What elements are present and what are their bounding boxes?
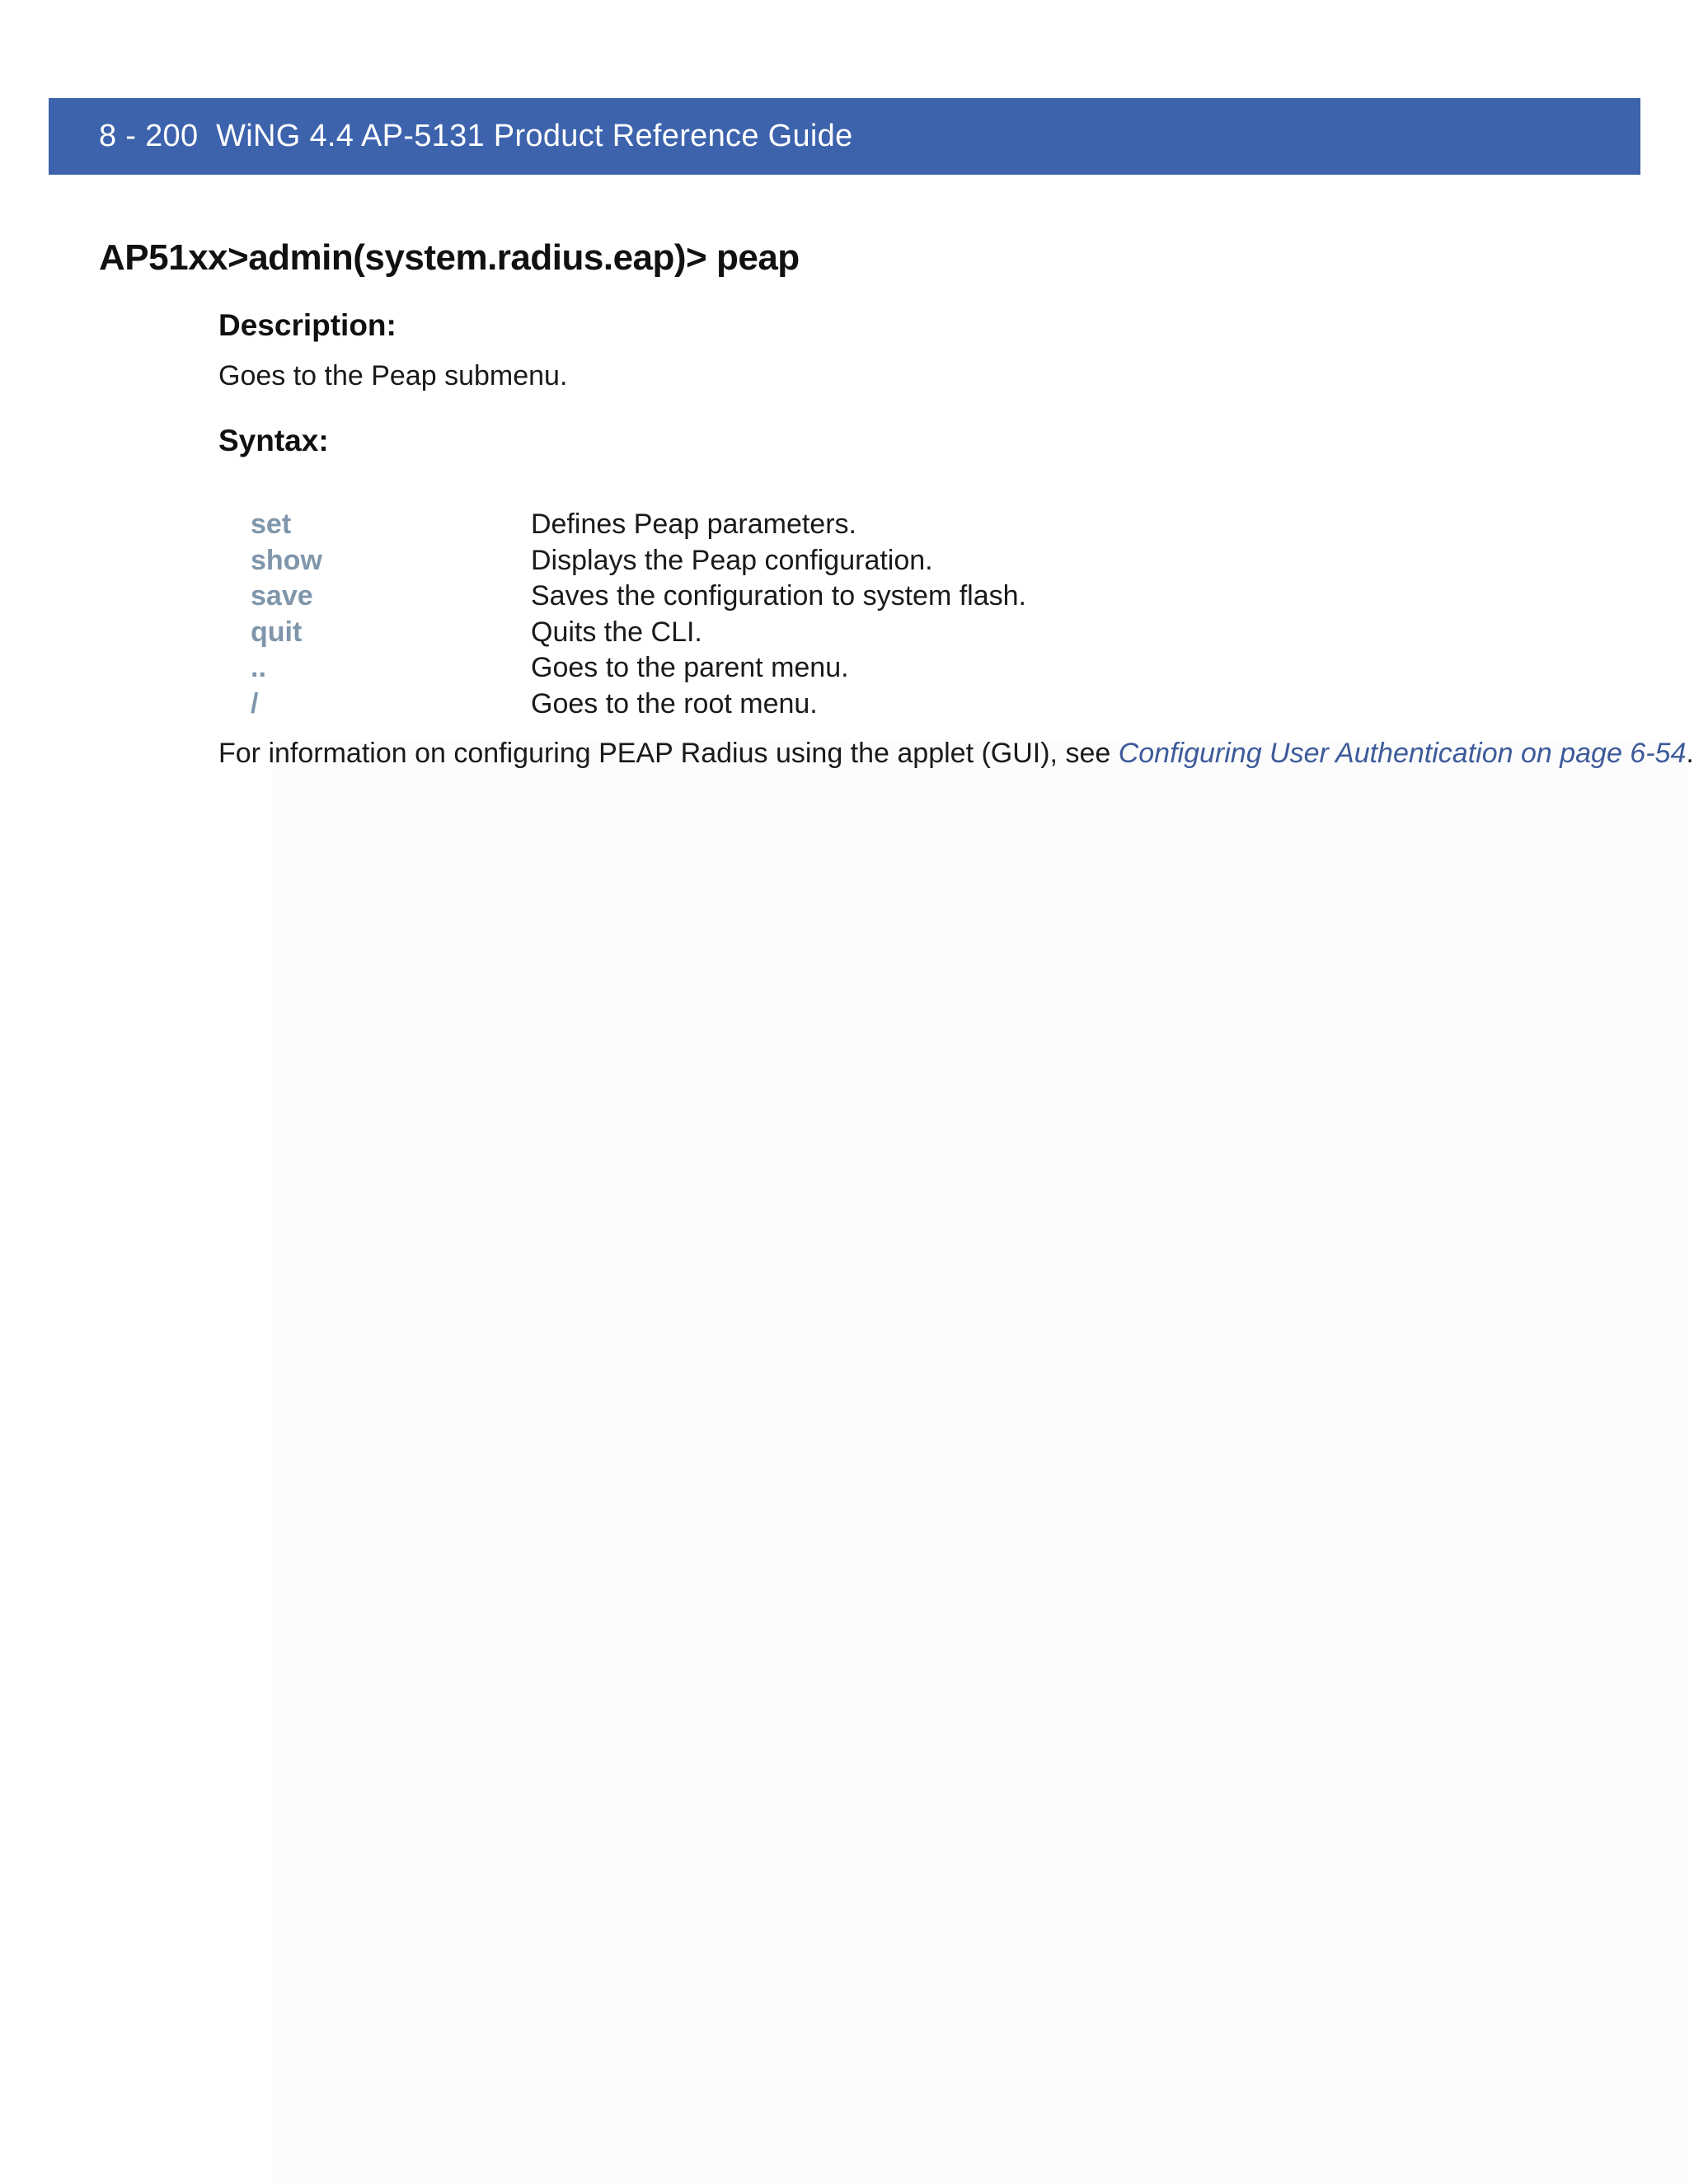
syntax-row <box>251 650 1026 687</box>
syntax-row <box>251 687 1026 723</box>
syntax-command: .. <box>251 652 266 684</box>
description-text: Goes to the Peap submenu. <box>218 360 568 391</box>
syntax-description: Defines Peap parameters. <box>531 509 856 541</box>
syntax-command: show <box>251 544 322 576</box>
page-background <box>272 742 1688 2184</box>
syntax-command: / <box>251 687 259 719</box>
gui-reference-note <box>218 738 1694 770</box>
gui-reference-suffix: . <box>1686 738 1694 769</box>
syntax-description: Saves the configuration to system flash. <box>531 580 1026 612</box>
syntax-command: set <box>251 509 292 541</box>
syntax-row <box>251 579 1026 615</box>
syntax-row <box>251 615 1026 651</box>
page-header-text: 8 - 200 WiNG 4.4 AP-5131 Product Reference Guide <box>99 119 853 153</box>
syntax-command: quit <box>251 616 303 648</box>
syntax-row <box>251 543 1026 579</box>
cross-reference-link[interactable]: Configuring User Authentication on page 6-54 <box>1118 738 1687 769</box>
syntax-description: Quits the CLI. <box>531 616 702 648</box>
page-header-bar <box>49 98 1640 175</box>
syntax-description: Goes to the root menu. <box>531 687 818 719</box>
syntax-description: Goes to the parent menu. <box>531 652 849 684</box>
syntax-table <box>251 507 1026 722</box>
command-heading: AP51xx>admin(system.radius.eap)> peap <box>99 237 800 278</box>
syntax-command: save <box>251 580 313 612</box>
description-label: Description: <box>218 308 397 342</box>
gui-reference-prefix: For information on configuring PEAP Radius using the applet (GUI), see <box>218 738 1119 769</box>
syntax-label: Syntax: <box>218 424 329 457</box>
syntax-description: Displays the Peap configuration. <box>531 544 933 576</box>
syntax-row <box>251 507 1026 543</box>
